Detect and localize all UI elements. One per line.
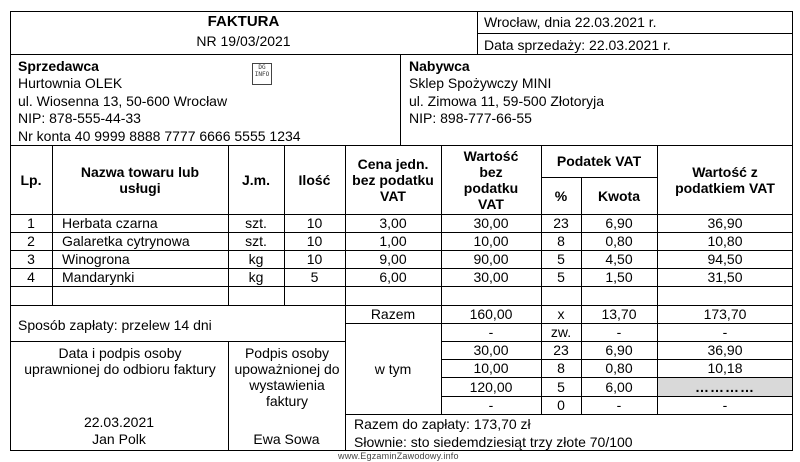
col-header-qty: Ilość <box>298 171 331 188</box>
divider <box>10 286 793 287</box>
divider <box>400 54 401 146</box>
summary-vat: - <box>616 324 622 340</box>
cell-vat-amount: 4,50 <box>605 251 633 267</box>
summary-pct: 5 <box>557 378 565 395</box>
summary-net: 30,00 <box>473 342 509 358</box>
total-to-pay: Razem do zapłaty: 173,70 zł <box>354 416 531 432</box>
cell-price: 3,00 <box>379 215 407 231</box>
cell-net: 10,00 <box>473 233 509 249</box>
cell-price: 6,00 <box>379 269 407 285</box>
buyer-heading: Nabywca <box>409 58 470 74</box>
cell-lp: 3 <box>27 251 35 267</box>
seller-nip: NIP: 878-555-44-33 <box>18 110 141 126</box>
razem-gross: 173,70 <box>703 306 747 322</box>
cell-net: 30,00 <box>473 269 509 285</box>
issuer-name: Ewa Sowa <box>253 431 320 447</box>
divider <box>52 145 53 306</box>
summary-vat: - <box>616 397 622 413</box>
place-date: Wrocław, dnia 22.03.2021 r. <box>484 14 657 30</box>
cell-qty: 10 <box>306 215 323 231</box>
cell-lp: 4 <box>27 269 35 285</box>
summary-vat: 6,00 <box>605 378 633 395</box>
divider <box>10 341 345 342</box>
cell-name: Herbata czarna <box>62 215 158 231</box>
col-header-gross: Wartość z podatkiem VAT <box>675 163 775 196</box>
cell-net: 90,00 <box>473 251 509 267</box>
cell-qty: 10 <box>306 251 323 267</box>
summary-gross: 10,18 <box>707 360 743 376</box>
issuer-signature-label: Podpis osoby upoważnionej do wystawienia faktury <box>234 345 340 409</box>
cell-qty: 10 <box>306 233 323 249</box>
col-header-vat-amount: Kwota <box>598 187 640 204</box>
buyer-address: ul. Zimowa 11, 59-500 Złotoryja <box>409 93 605 109</box>
cell-vat-amount: 6,90 <box>605 215 633 231</box>
seller-name: Hurtownia OLEK <box>18 75 123 91</box>
col-header-lp: Lp. <box>20 171 42 188</box>
cell-gross: 31,50 <box>707 269 743 285</box>
summary-net: - <box>488 324 494 340</box>
cell-vat-pct: 23 <box>553 215 569 231</box>
summary-gross-blank: ………… <box>695 378 755 395</box>
summary-pct: 23 <box>553 342 569 358</box>
cell-unit: szt. <box>245 215 267 231</box>
summary-pct: zw. <box>550 324 572 340</box>
col-header-vat-pct: % <box>554 187 568 204</box>
summary-gross: - <box>722 397 728 413</box>
cell-vat-amount: 1,50 <box>605 269 633 285</box>
invoice-title: FAKTURA <box>207 13 280 30</box>
cell-unit: kg <box>248 269 264 285</box>
razem-vat: 13,70 <box>601 306 637 322</box>
receiver-name: Jan Polk <box>92 431 146 447</box>
cell-gross: 36,90 <box>707 215 743 231</box>
divider <box>477 33 793 34</box>
cell-qty: 5 <box>310 269 319 285</box>
col-header-name: Nazwa towaru lub usługi <box>80 163 200 196</box>
summary-vat: 0,80 <box>605 360 633 376</box>
cell-name: Galaretka cytrynowa <box>62 233 190 249</box>
cell-name: Winogrona <box>62 251 130 267</box>
summary-net: 120,00 <box>469 378 513 395</box>
col-header-price: Cena jedn. bez podatku VAT <box>352 155 434 204</box>
invoice-number: NR 19/03/2021 <box>196 33 291 49</box>
razem-net: 160,00 <box>469 306 513 322</box>
divider <box>345 414 793 415</box>
cell-vat-pct: 5 <box>557 251 565 267</box>
cell-price: 9,00 <box>379 251 407 267</box>
summary-net: 10,00 <box>473 360 509 376</box>
cell-lp: 2 <box>27 233 35 249</box>
cell-unit: kg <box>248 251 264 267</box>
col-header-unit: J.m. <box>241 171 270 188</box>
summary-pct: 8 <box>557 360 565 376</box>
razem-pct: x <box>557 306 565 322</box>
summary-vat: 6,90 <box>605 342 633 358</box>
total-in-words: Słownie: sto siedemdziesiąt trzy złote 70/100 <box>354 434 633 450</box>
summary-gross: - <box>722 324 728 340</box>
sale-date: Data sprzedaży: 22.03.2021 r. <box>484 37 671 53</box>
cell-name: Mandarynki <box>62 269 135 285</box>
stamp-icon: DG INFO <box>252 63 272 85</box>
cell-vat-pct: 5 <box>557 269 565 285</box>
receiver-signature-label: Data i podpis osoby uprawnionej do odbioru faktury <box>24 345 216 377</box>
buyer-name: Sklep Spożywczy MINI <box>409 75 552 91</box>
payment-method: Sposób zapłaty: przelew 14 dni <box>18 317 212 333</box>
razem-label: Razem <box>370 306 416 322</box>
cell-gross: 10,80 <box>707 233 743 249</box>
summary-gross: 36,90 <box>707 342 743 358</box>
cell-gross: 94,50 <box>707 251 743 267</box>
seller-account: Nr konta 40 9999 8888 7777 6666 5555 1234 <box>18 128 301 144</box>
col-header-net: Wartość bez podatku VAT <box>463 147 519 212</box>
seller-heading: Sprzedawca <box>18 58 99 74</box>
cell-price: 1,00 <box>379 233 407 249</box>
cell-unit: szt. <box>245 233 267 249</box>
buyer-nip: NIP: 898-777-66-55 <box>409 110 532 126</box>
cell-vat-amount: 0,80 <box>605 233 633 249</box>
receiver-date: 22.03.2021 <box>83 414 155 430</box>
col-header-vat: Podatek VAT <box>556 153 642 169</box>
summary-net: - <box>488 397 494 413</box>
cell-net: 30,00 <box>473 215 509 231</box>
cell-lp: 1 <box>27 215 35 231</box>
w-tym-label: w tym <box>374 360 412 377</box>
cell-vat-pct: 8 <box>557 233 565 249</box>
watermark: www.EgzaminZawodowy.info <box>338 451 459 461</box>
summary-pct: 0 <box>557 397 565 413</box>
seller-address: ul. Wiosenna 13, 50-600 Wrocław <box>18 93 228 109</box>
